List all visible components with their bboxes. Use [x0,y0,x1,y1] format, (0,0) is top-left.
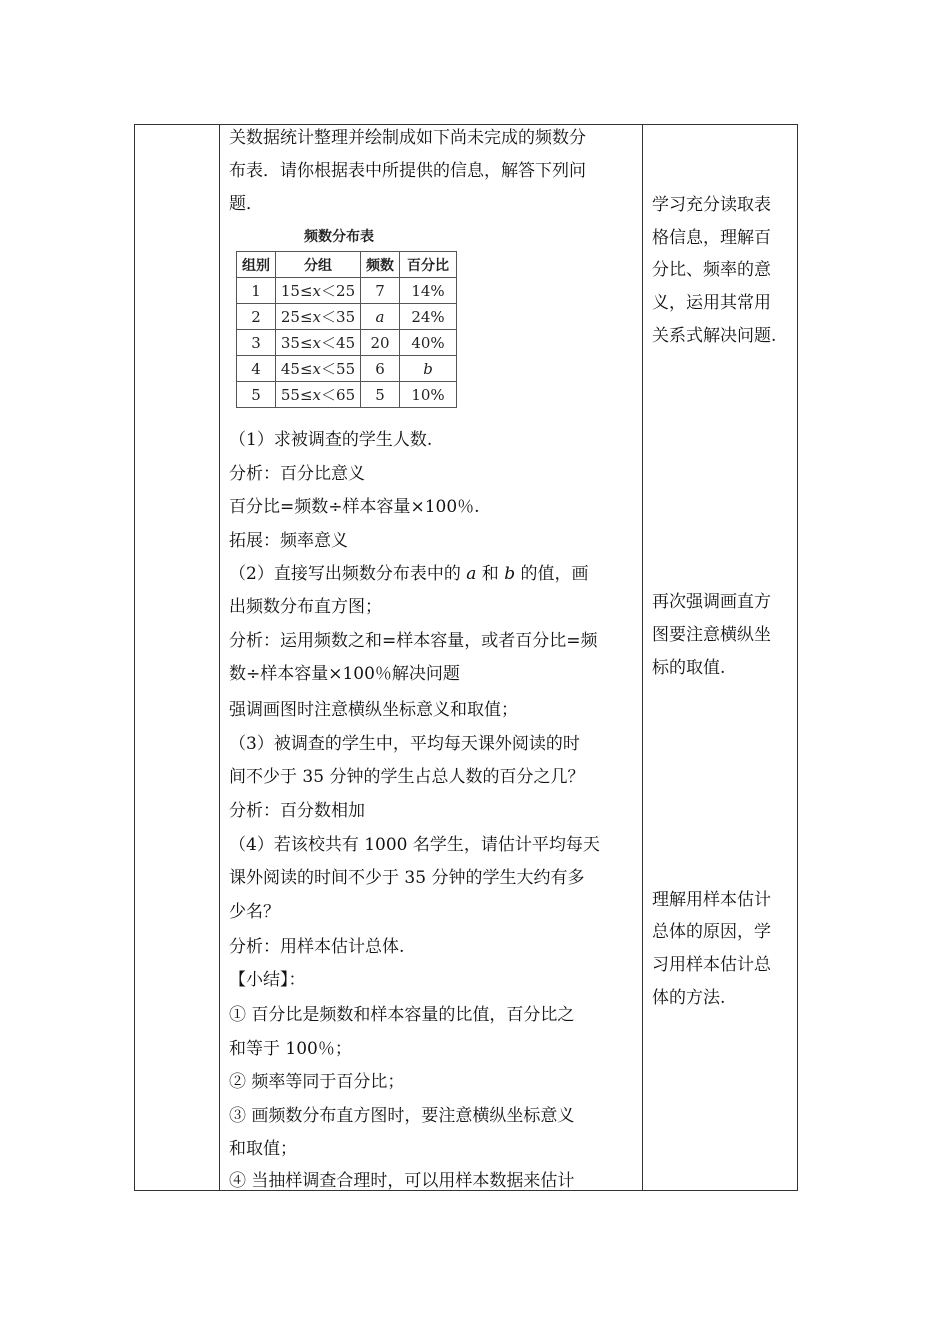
note-1-line-5: 关系式解决问题. [652,326,777,346]
note-3-line-4: 体的方法. [652,988,726,1008]
question-2-line-1 [229,564,588,584]
cell-count: 20 [361,330,400,356]
analysis-2-line-3: 强调画图时注意横纵坐标意义和取值； [229,700,518,720]
intro-line-1: 关数据统计整理并绘制成如下尚未完成的频数分 [229,128,586,148]
note-1-line-4: 义，运用其常用 [652,293,771,313]
analysis-1-line-2: 百分比=频数÷样本容量×100％. [229,497,480,517]
summary-line-2: 和等于 100％； [229,1039,352,1059]
note-3-line-2: 总体的原因，学 [652,922,771,942]
analysis-1-line-3: 拓展：频率意义 [229,531,348,551]
column-divider-left [219,125,220,1190]
note-2-line-1: 再次强调画直方 [652,592,771,612]
table-row [237,382,457,408]
cell-count: 6 [361,356,400,382]
summary-title: 【小结】： [229,970,306,990]
cell-interval: 55≤x＜65 [276,382,361,408]
frequency-table-header-row [237,252,457,278]
header-interval: 分组 [276,252,361,278]
frequency-table [236,251,457,408]
analysis-3: 分析：百分数相加 [229,801,365,821]
question-4-line-1: （4）若该校共有 1000 名学生，请估计平均每天 [229,835,600,855]
note-3-line-1: 理解用样本估计 [652,890,771,910]
question-2-suffix: 的值，画 [520,564,589,584]
note-1-line-3: 分比、频率的意 [652,260,771,280]
question-2-and: 和 [481,564,499,584]
cell-percent: 24% [400,304,457,330]
summary-line-1: ① 百分比是频数和样本容量的比值，百分比之 [229,1005,575,1025]
header-count: 频数 [361,252,400,278]
summary-line-3: ② 频率等同于百分比； [229,1072,405,1092]
cell-interval: 45≤x＜55 [276,356,361,382]
note-2-line-2: 图要注意横纵坐 [652,625,771,645]
column-divider-right [642,125,643,1190]
analysis-1-line-1: 分析：百分比意义 [229,464,365,484]
cell-percent: 14% [400,278,457,304]
cell-percent: 10% [400,382,457,408]
cell-count: 7 [361,278,400,304]
analysis-2-line-1: 分析：运用频数之和=样本容量，或者百分比=频 [229,631,598,651]
intro-line-2: 布表．请你根据表中所提供的信息，解答下列问 [229,161,586,181]
analysis-4: 分析：用样本估计总体. [229,937,405,957]
table-row [237,356,457,382]
cell-interval: 35≤x＜45 [276,330,361,356]
question-2-prefix: （2）直接写出频数分布表中的 [229,564,461,584]
variable-a: a [466,564,477,584]
cell-group: 4 [237,356,276,382]
frequency-table-title: 频数分布表 [304,229,374,245]
analysis-2-line-2: 数÷样本容量×100％解决问题 [229,664,460,684]
cell-interval: 15≤x＜25 [276,278,361,304]
note-1-line-2: 格信息，理解百 [652,228,771,248]
cell-group: 1 [237,278,276,304]
summary-line-5: 和取值； [229,1139,297,1159]
cell-percent: b [400,356,457,382]
cell-group: 3 [237,330,276,356]
cell-group: 5 [237,382,276,408]
table-row [237,330,457,356]
summary-line-6: ④ 当抽样调查合理时，可以用样本数据来估计 [229,1171,575,1191]
cell-count: a [361,304,400,330]
table-row [237,304,457,330]
note-1-line-1: 学习充分读取表 [652,195,771,215]
note-3-line-3: 习用样本估计总 [652,955,771,975]
cell-percent: 40% [400,330,457,356]
cell-group: 2 [237,304,276,330]
variable-b: b [504,564,516,584]
note-2-line-3: 标的取值. [652,658,726,678]
header-group: 组别 [237,252,276,278]
question-3-line-1: （3）被调查的学生中，平均每天课外阅读的时 [229,734,580,754]
question-4-line-2: 课外阅读的时间不少于 35 分钟的学生大约有多 [229,868,585,888]
question-3-line-2: 间不少于 35 分钟的学生占总人数的百分之几？ [229,767,585,787]
intro-line-3: 题． [229,194,263,214]
cell-interval: 25≤x＜35 [276,304,361,330]
question-4-line-3: 少名？ [229,902,280,922]
cell-count: 5 [361,382,400,408]
question-1: （1）求被调查的学生人数. [229,430,433,450]
question-2-line-2: 出频数分布直方图； [229,597,382,617]
summary-line-4: ③ 画频数分布直方图时，要注意横纵坐标意义 [229,1106,575,1126]
header-percent: 百分比 [400,252,457,278]
table-row [237,278,457,304]
